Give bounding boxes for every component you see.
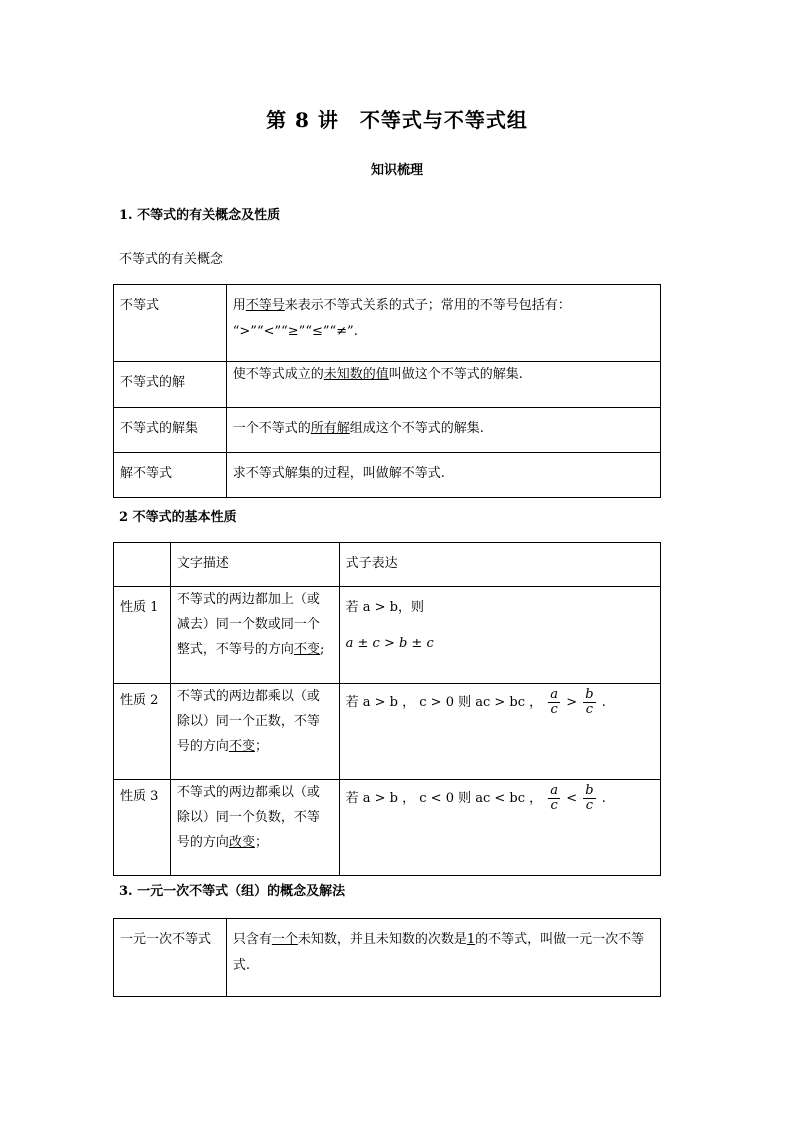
- definition-text: 一个不等式的: [232, 421, 311, 436]
- underlined-term: 不变: [228, 739, 255, 754]
- definition-text: 使不等式成立的: [232, 367, 324, 382]
- numerator: a: [550, 687, 559, 702]
- property-name-cell: [114, 684, 171, 780]
- underlined-term: 未知数的值: [323, 367, 389, 382]
- definition-text: 组成这个不等式的解集.: [349, 421, 484, 436]
- property-expr-cell: [339, 780, 660, 876]
- numerator: b: [585, 783, 594, 798]
- term-label: 一元一次不等式: [120, 932, 212, 947]
- term-cell: [114, 362, 227, 408]
- definition-text: 叫做这个不等式的解集.: [388, 367, 523, 382]
- section-1-intro: 不等式的有关概念: [119, 252, 224, 267]
- denominator: c: [550, 798, 558, 813]
- section-1-heading: 1. 不等式的有关概念及性质: [119, 208, 281, 223]
- table-row: [114, 362, 661, 408]
- numerator: a: [550, 783, 559, 798]
- section-2-heading: 2 不等式的基本性质: [119, 510, 237, 525]
- table-row: [114, 684, 661, 780]
- definition-cell: [226, 408, 660, 453]
- page-title: 第 8 讲 不等式与不等式组: [266, 108, 528, 132]
- underlined-term: 1: [466, 932, 476, 947]
- term-cell: [114, 919, 227, 997]
- punctuation: .: [601, 695, 606, 710]
- property-desc: 不等式的两边都乘以（或除以）同一个正数，不等号的方向: [176, 689, 320, 754]
- table-row: [114, 285, 661, 362]
- symbol-list: “>”“<”“≥”“≤”“≠”.: [232, 324, 358, 339]
- definition-text: 来表示不等式关系的式子；常用的不等号包括有：: [284, 298, 571, 313]
- linear-inequality-table: [113, 918, 661, 997]
- fraction-right: [583, 784, 595, 813]
- denominator: c: [585, 798, 594, 813]
- header-cell-empty: [114, 543, 171, 587]
- numerator: b: [585, 687, 594, 702]
- underlined-term: 不变: [293, 642, 320, 657]
- property-desc-cell: [170, 587, 339, 684]
- column-header: 式子表达: [345, 556, 398, 571]
- property-name: 性质 2: [120, 693, 159, 708]
- term-label: 解不等式: [120, 466, 173, 481]
- underlined-term: 所有解: [310, 421, 350, 436]
- fraction-right: [583, 688, 595, 717]
- term-label: 不等式的解: [120, 375, 186, 390]
- relation-symbol: >: [566, 695, 578, 710]
- header-cell-expr: [339, 543, 660, 587]
- table-row: [114, 453, 661, 498]
- term-cell: [114, 408, 227, 453]
- definition-cell: [226, 362, 660, 408]
- table-row: [114, 408, 661, 453]
- fraction-left: [548, 784, 560, 813]
- table-row: [114, 919, 661, 997]
- page-subtitle: 知识梳理: [370, 163, 423, 178]
- denominator: c: [585, 702, 594, 717]
- property-desc-cell: [170, 780, 339, 876]
- property-name-cell: [114, 780, 171, 876]
- property-expr-cell: [339, 684, 660, 780]
- relation-symbol: <: [566, 791, 578, 806]
- definition-cell: [226, 453, 660, 498]
- property-name: 性质 1: [120, 600, 159, 615]
- properties-table: [113, 542, 661, 876]
- punctuation: ;: [319, 642, 325, 657]
- fraction-left: [548, 688, 560, 717]
- definition-text: 求不等式解集的过程，叫做解不等式.: [232, 466, 445, 481]
- concepts-table: [113, 284, 661, 498]
- denominator: c: [550, 702, 558, 717]
- expression-line: a ± c > b ± c: [345, 636, 434, 651]
- property-desc-cell: [170, 684, 339, 780]
- expression-line: 若 a > b ， c > 0 则 ac > bc ，: [345, 695, 543, 710]
- column-header: 文字描述: [176, 556, 229, 571]
- punctuation: ；: [254, 739, 268, 754]
- punctuation: ；: [254, 835, 268, 850]
- expression-line: 若 a > b，则: [345, 600, 424, 615]
- definition-cell: [226, 285, 660, 362]
- definition-text: 未知数，并且未知数的次数是: [297, 932, 467, 947]
- section-3-heading: 3. 一元一次不等式（组）的概念及解法: [119, 884, 346, 899]
- property-desc: 不等式的两边都加上（或减去）同一个数或同一个整式，不等号的方向: [176, 592, 320, 657]
- term-label: 不等式的解集: [120, 421, 199, 436]
- term-cell: [114, 453, 227, 498]
- underlined-term: 一个: [271, 932, 298, 947]
- definition-text: 用: [232, 298, 246, 313]
- punctuation: .: [601, 791, 606, 806]
- expression-line: 若 a > b ， c < 0 则 ac < bc ，: [345, 791, 543, 806]
- term-label: 不等式: [120, 298, 160, 313]
- header-cell-desc: [170, 543, 339, 587]
- table-header-row: [114, 543, 661, 587]
- definition-cell: [226, 919, 660, 997]
- property-desc: 不等式的两边都乘以（或除以）同一个负数，不等号的方向: [176, 785, 320, 850]
- property-expr-cell: [339, 587, 660, 684]
- definition-text: 的不等式，叫做一元一次不等式.: [232, 932, 645, 973]
- property-name-cell: [114, 587, 171, 684]
- underlined-term: 不等号: [245, 298, 285, 313]
- property-name: 性质 3: [120, 789, 159, 804]
- table-row: [114, 780, 661, 876]
- table-row: [114, 587, 661, 684]
- term-cell: [114, 285, 227, 362]
- underlined-term: 改变: [228, 835, 255, 850]
- definition-text: 只含有: [232, 932, 272, 947]
